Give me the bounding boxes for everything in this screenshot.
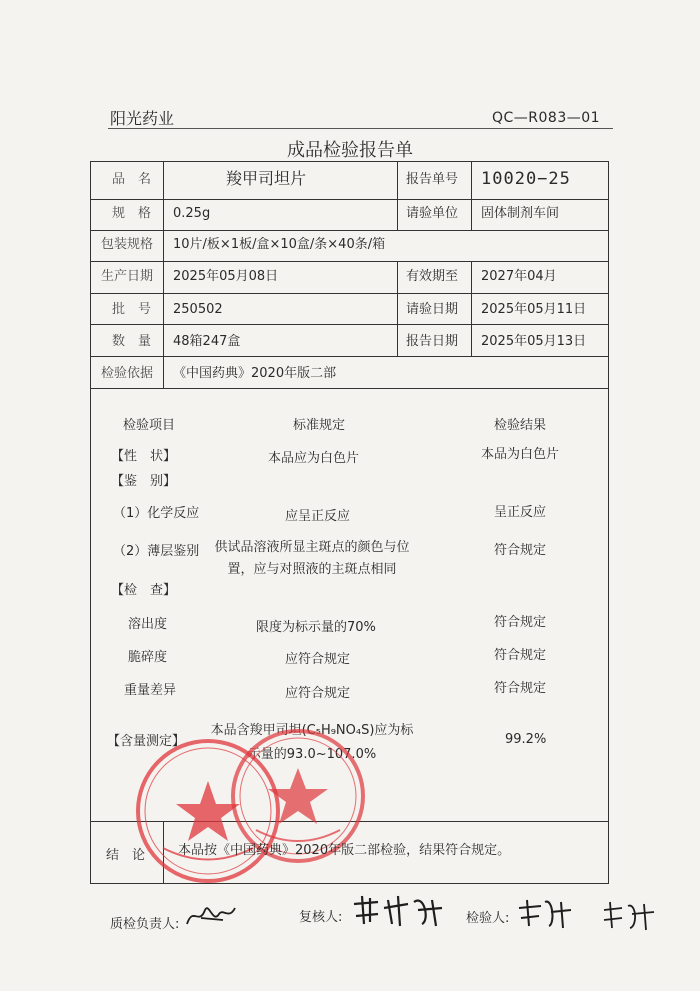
id1-item: （1）化学反应 [113, 506, 200, 521]
report-number: 10020−25 [481, 169, 571, 189]
row-divider [91, 230, 608, 231]
document-code: QC—R083—01 [492, 110, 601, 126]
appearance-result: 本品为白色片 [481, 447, 560, 462]
col-header-standard: 标准规定 [293, 418, 346, 433]
appearance-title: 【性 状】 [111, 449, 177, 464]
identification-title: 【鉴 别】 [111, 474, 177, 489]
production-date-label: 生产日期 [101, 269, 154, 284]
expiry-label: 有效期至 [406, 269, 459, 284]
column-divider [397, 261, 398, 356]
id2-result: 符合规定 [494, 543, 547, 558]
quantity-label: 数 量 [112, 334, 152, 349]
batch-label: 批 号 [112, 302, 152, 317]
request-dept-value: 固体制剂车间 [481, 206, 560, 221]
reviewer-signature [348, 890, 448, 930]
friability-standard: 应符合规定 [285, 652, 351, 667]
report-number-label: 报告单号 [406, 172, 459, 187]
friability-result: 符合规定 [494, 648, 547, 663]
id1-standard: 应呈正反应 [285, 509, 351, 524]
report-date-label: 报告日期 [406, 334, 459, 349]
col-header-result: 检验结果 [494, 418, 547, 433]
id2-standard: 供试品溶液所显主斑点的颜色与位置，应与对照液的主斑点相同 [214, 540, 410, 577]
col-header-item: 检验项目 [123, 418, 176, 433]
conclusion-label: 结 论 [106, 848, 146, 863]
package-label: 包装规格 [101, 237, 154, 252]
appearance-standard: 本品应为白色片 [268, 451, 360, 466]
basis-value: 《中国药典》2020年版二部 [173, 366, 337, 381]
conclusion-text: 本品按《中国药典》2020年版二部检验，结果符合规定。 [178, 843, 511, 858]
dissolution-standard: 限度为标示量的70% [256, 620, 376, 635]
spec-label: 规 格 [112, 206, 152, 221]
column-divider [397, 162, 398, 230]
row-divider [91, 199, 608, 200]
row-divider [91, 261, 608, 262]
column-divider [163, 162, 164, 388]
weight-variation-result: 符合规定 [494, 681, 547, 696]
column-divider [471, 261, 472, 356]
quantity-value: 48箱247盒 [173, 334, 241, 349]
expiry-value: 2027年04月 [481, 269, 557, 284]
weight-variation-item: 重量差异 [124, 683, 177, 698]
report-date-value: 2025年05月13日 [481, 334, 587, 349]
assay-title: 【含量测定】 [107, 734, 186, 749]
request-date-value: 2025年05月11日 [481, 302, 587, 317]
row-divider [91, 293, 608, 294]
weight-variation-standard: 应符合规定 [285, 686, 351, 701]
production-date-value: 2025年05月08日 [173, 269, 279, 284]
check-title: 【检 查】 [111, 583, 177, 598]
inspector-signature [515, 894, 575, 930]
page-title: 成品检验报告单 [287, 140, 413, 161]
inspector-signature-2 [600, 898, 660, 932]
package-value: 10片/板×1板/盒×10盒/条×40条/箱 [173, 237, 386, 252]
qa-manager-signature [183, 898, 243, 932]
row-divider [91, 324, 608, 325]
basis-label: 检验依据 [101, 366, 154, 381]
friability-item: 脆碎度 [128, 650, 168, 665]
id1-result: 呈正反应 [494, 505, 547, 520]
product-label: 品 名 [112, 172, 152, 187]
dissolution-item: 溶出度 [128, 617, 168, 632]
row-divider [91, 356, 608, 357]
row-divider [91, 388, 608, 389]
product-name: 羧甲司坦片 [226, 169, 307, 188]
reviewer-label: 复核人: [299, 910, 343, 925]
assay-result: 99.2% [505, 732, 547, 747]
column-divider [471, 162, 472, 230]
company-name: 阳光药业 [110, 109, 175, 128]
spec-value: 0.25g [173, 206, 211, 221]
qa-manager-label: 质检负责人: [110, 917, 180, 932]
inspector-label: 检验人: [466, 911, 510, 926]
request-date-label: 请验日期 [406, 302, 459, 317]
assay-standard: 本品含羧甲司坦(C₅H₉NO₄S)应为标示量的93.0~107.0% [210, 723, 414, 762]
dissolution-result: 符合规定 [494, 615, 547, 630]
batch-value: 250502 [173, 302, 223, 317]
id2-item: （2）薄层鉴别 [113, 544, 200, 559]
request-dept-label: 请验单位 [406, 206, 459, 221]
header-rule [108, 128, 613, 129]
